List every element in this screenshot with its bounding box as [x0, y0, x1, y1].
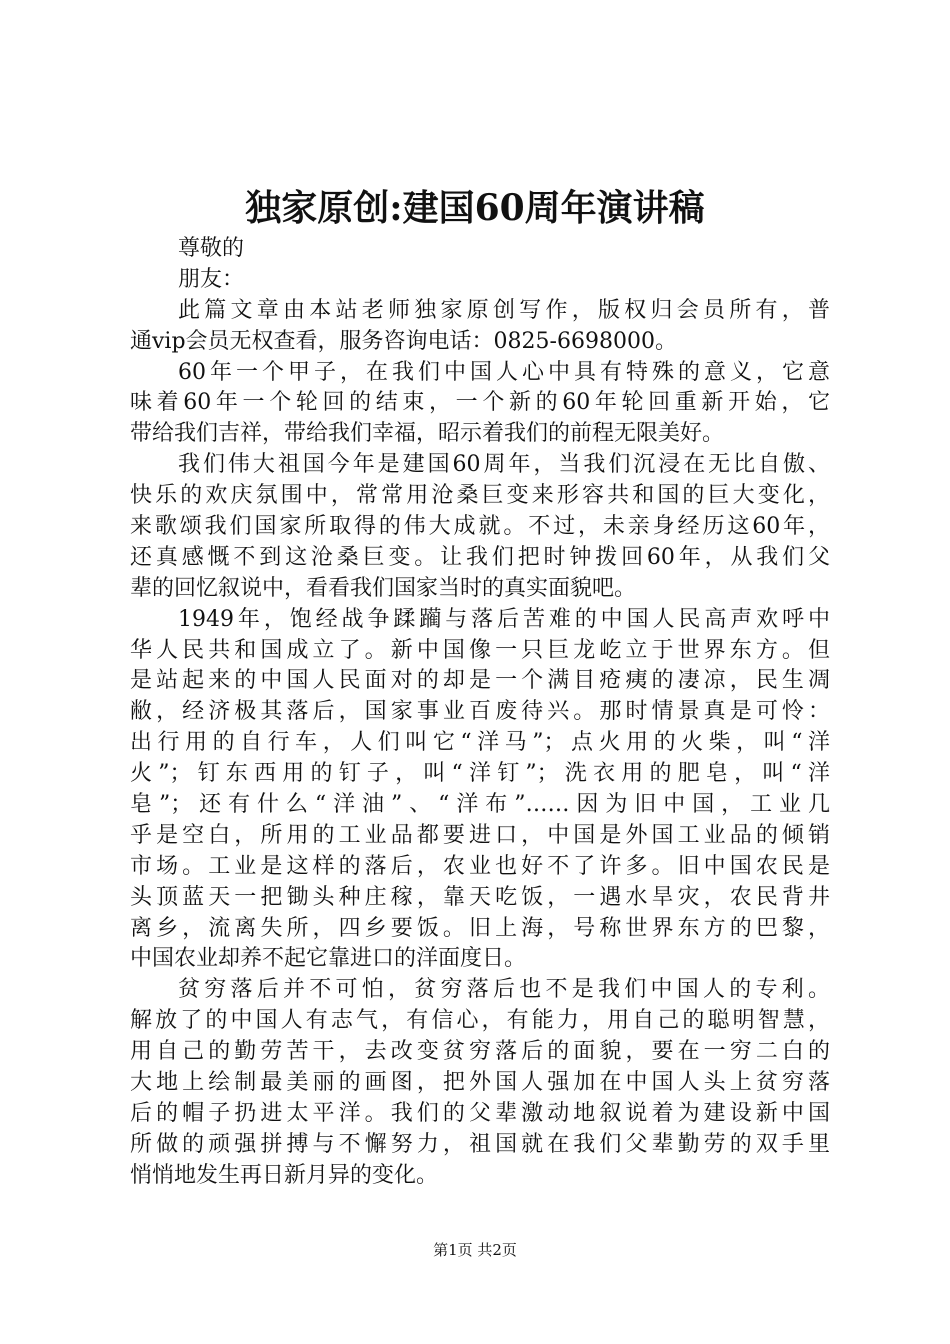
text-line: 尊敬的 [178, 236, 245, 261]
text-line: 用自己的勤劳苦干，去改变贫穷落后的面貌，要在一穷二白的 [130, 1039, 830, 1065]
text-line: 通vip会员无权查看，服务咨询电话：0825-6698000。 [130, 328, 677, 354]
text-line: 还真感慨不到这沧桑巨变。让我们把时钟拨回60年，从我们父 [130, 544, 830, 570]
text-line: 贫穷落后并不可怕，贫穷落后也不是我们中国人的专利。 [178, 977, 830, 1003]
text-line: 华人民共和国成立了。新中国像一只巨龙屹立于世界东方。但 [130, 637, 830, 663]
text-line: 是站起来的中国人民面对的却是一个满目疮痍的凄凉，民生凋 [130, 668, 830, 694]
text-line: 带给我们吉祥，带给我们幸福，昭示着我们的前程无限美好。 [130, 421, 725, 447]
text-line: 辈的回忆叙说中，看看我们国家当时的真实面貌吧。 [130, 575, 637, 601]
document-body [130, 234, 830, 1192]
text-line: 悄悄地发生再日新月异的变化。 [130, 1162, 439, 1188]
text-line: 离乡，流离失所，四乡要饭。旧上海，号称世界东方的巴黎， [130, 915, 830, 941]
text-line: 大地上绘制最美丽的画图，把外国人强加在中国人头上贫穷落 [130, 1070, 830, 1096]
text-line: 火”；钉东西用的钉子，叫“洋钉”；洗衣用的肥皂，叫“洋 [130, 761, 830, 787]
text-line: 市场。工业是这样的落后，农业也好不了许多。旧中国农民是 [130, 853, 830, 879]
text-line: 乎是空白，所用的工业品都要进口，中国是外国工业品的倾销 [130, 822, 830, 848]
text-line: 朋友： [178, 266, 245, 292]
text-line: 1949年，饱经战争蹂躏与落后苦难的中国人民高声欢呼中 [178, 606, 830, 632]
text-line: 皂”；还有什么“洋油”、“洋布”……因为旧中国，工业几 [130, 792, 830, 818]
text-line: 后的帽子扔进太平洋。我们的父辈激动地叙说着为建设新中国 [130, 1100, 830, 1126]
text-line: 所做的顽强拼搏与不懈努力，祖国就在我们父辈勤劳的双手里 [130, 1131, 830, 1157]
text-line: 味着60年一个轮回的结束，一个新的60年轮回重新开始，它 [130, 390, 830, 416]
page-footer: 第1页 共2页 [433, 1241, 517, 1259]
text-line: 来歌颂我们国家所取得的伟大成就。不过，未亲身经历这60年， [130, 514, 830, 540]
text-line: 此篇文章由本站老师独家原创写作，版权归会员所有，普 [178, 297, 830, 323]
text-line: 快乐的欢庆氛围中，常常用沧桑巨变来形容共和国的巨大变化， [130, 483, 830, 509]
text-line: 中国农业却养不起它靠进口的洋面度日。 [130, 946, 527, 972]
text-line: 60年一个甲子，在我们中国人心中具有特殊的意义，它意 [178, 359, 830, 385]
text-line: 解放了的中国人有志气，有信心，有能力，用自己的聪明智慧， [130, 1008, 830, 1034]
text-line: 我们伟大祖国今年是建国60周年，当我们沉浸在无比自傲、 [178, 452, 830, 478]
text-line: 出行用的自行车，人们叫它“洋马”；点火用的火柴，叫“洋 [130, 730, 830, 756]
text-line: 头顶蓝天一把锄头种庄稼，靠天吃饭，一遇水旱灾，农民背井 [130, 884, 830, 910]
document-title: 独家原创:建国60周年演讲稿 [245, 187, 705, 229]
text-line: 敝，经济极其落后，国家事业百废待兴。那时情景真是可怜： [130, 699, 830, 725]
